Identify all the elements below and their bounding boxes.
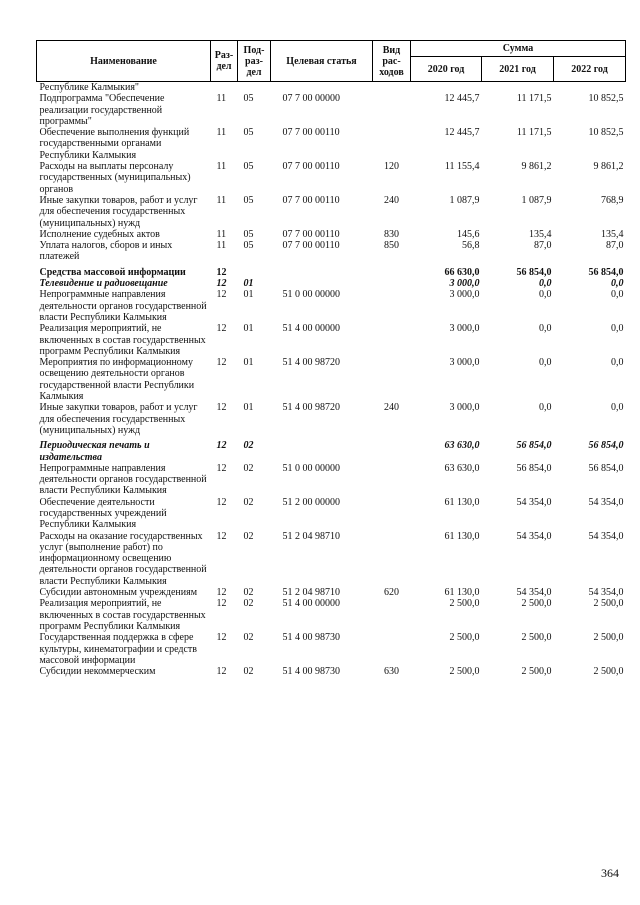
cell-podrazdel: 02 (243, 632, 254, 644)
cell-sum-2020: 63 630,0 (444, 440, 480, 452)
cell-sum-2020: 61 130,0 (444, 530, 480, 542)
cell-sum-2022: 56 854,0 (588, 462, 624, 474)
cell-name: Подпрограмма "Обеспечение реализации государственной программы" (39, 93, 165, 127)
cell-vid-rashodov (373, 357, 411, 402)
cell-vid-rashodov: 630 (384, 666, 399, 678)
table-row (37, 598, 626, 632)
cell-sum-2022: 2 500,0 (593, 666, 624, 678)
cell-sum-2020: 61 130,0 (444, 496, 480, 508)
cell-sum-2022: 2 500,0 (593, 632, 624, 644)
header-summa: Сумма (411, 41, 626, 57)
cell-vid-rashodov: 830 (384, 228, 399, 240)
cell-razdel (211, 82, 238, 94)
cell-razdel: 12 (216, 357, 227, 369)
cell-razdel: 12 (216, 496, 227, 508)
cell-name: Мероприятия по информационному освещению деятельности органов государственной власти Республики Калмыкия (39, 357, 195, 403)
cell-podrazdel: 02 (243, 587, 254, 599)
table-header (37, 41, 626, 82)
cell-sum-2022: 9 861,2 (593, 161, 624, 173)
cell-name: Периодическая печать и издательства (39, 440, 150, 463)
table-row (37, 323, 626, 357)
cell-sum-2021: 54 354,0 (516, 587, 552, 599)
table-row (37, 278, 626, 289)
cell-sum-2021: 135,4 (529, 228, 552, 240)
cell-sum-2020: 2 500,0 (449, 632, 480, 644)
cell-razdel: 12 (216, 440, 227, 452)
header-podrazdel: Под-раз-дел (238, 41, 271, 82)
cell-sum-2022: 0,0 (611, 289, 624, 301)
table-row (37, 531, 626, 587)
cell-sum-2020: 3 000,0 (449, 278, 480, 290)
cell-name: Непрограммные направления деятельности органов государственной власти Республики Калмыкия (39, 462, 207, 497)
cell-vid-rashodov (373, 93, 411, 127)
cell-vid-rashodov (373, 263, 411, 278)
cell-razdel: 12 (216, 462, 227, 474)
cell-razdel: 12 (216, 289, 227, 301)
cell-sum-2020: 11 155,4 (444, 161, 480, 173)
cell-sum-2021: 0,0 (539, 289, 552, 301)
cell-name: Субсидии некоммерческим (39, 666, 156, 678)
cell-sum-2022: 0,0 (611, 323, 624, 335)
header-vid-rashodov: Вид рас-ходов (373, 41, 411, 82)
cell-sum-2020: 56,8 (462, 240, 480, 252)
table-row (37, 402, 626, 436)
header-year-2021: 2021 год (482, 57, 554, 82)
cell-name: Телевидение и радиовещание (39, 278, 168, 290)
cell-celevaya-statya: 51 4 00 98730 (282, 666, 340, 678)
cell-podrazdel: 02 (243, 440, 254, 452)
cell-razdel: 12 (216, 402, 227, 414)
cell-celevaya-statya: 51 2 04 98710 (282, 530, 340, 542)
cell-sum-2021: 0,0 (539, 402, 552, 414)
table-row (37, 229, 626, 240)
table-row (37, 93, 626, 127)
cell-vid-rashodov (373, 323, 411, 357)
cell-razdel: 12 (216, 266, 227, 278)
cell-sum-2022: 768,9 (601, 194, 624, 206)
table-row (37, 289, 626, 323)
cell-podrazdel: 01 (243, 289, 254, 301)
cell-podrazdel: 05 (243, 240, 254, 252)
cell-podrazdel: 05 (243, 161, 254, 173)
header-razdel: Раз-дел (211, 41, 238, 82)
cell-sum-2020: 66 630,0 (444, 266, 480, 278)
cell-celevaya-statya: 51 2 04 98710 (282, 587, 340, 599)
cell-sum-2022: 135,4 (601, 228, 624, 240)
cell-sum-2021: 1 087,9 (521, 194, 552, 206)
cell-razdel: 12 (216, 666, 227, 678)
cell-name: Государственная поддержка в сфере культуры, кинематографии и средств массовой информации (39, 632, 198, 666)
cell-razdel: 12 (216, 587, 227, 599)
cell-sum-2022: 56 854,0 (588, 440, 624, 452)
cell-celevaya-statya: 07 7 00 00110 (282, 228, 340, 240)
cell-vid-rashodov: 240 (384, 402, 399, 414)
cell-podrazdel: 01 (243, 278, 254, 290)
cell-vid-rashodov: 620 (384, 587, 399, 599)
cell-sum-2020: 3 000,0 (449, 357, 480, 369)
cell-sum-2020: 145,6 (457, 228, 480, 240)
cell-razdel: 12 (216, 598, 227, 610)
header-celevaya-statya: Целевая статья (271, 41, 373, 82)
cell-vid-rashodov: 120 (384, 161, 399, 173)
cell-sum-2020: 2 500,0 (449, 598, 480, 610)
cell-sum-2020 (411, 82, 482, 94)
cell-sum-2021: 56 854,0 (516, 266, 552, 278)
cell-sum-2020: 3 000,0 (449, 323, 480, 335)
cell-sum-2022: 0,0 (611, 402, 624, 414)
table-body (37, 82, 626, 678)
cell-sum-2022: 2 500,0 (593, 598, 624, 610)
cell-sum-2021: 0,0 (539, 323, 552, 335)
cell-vid-rashodov (373, 463, 411, 497)
header-name: Наименование (37, 41, 211, 82)
cell-celevaya-statya: 07 7 00 00110 (282, 161, 340, 173)
table-row (37, 263, 626, 278)
cell-sum-2020: 61 130,0 (444, 587, 480, 599)
cell-sum-2021: 56 854,0 (516, 462, 552, 474)
cell-name: Расходы на выплаты персоналу государственных (муниципальных) органов (39, 161, 191, 195)
cell-sum-2022: 0,0 (611, 278, 624, 290)
cell-celevaya-statya: 07 7 00 00110 (282, 194, 340, 206)
cell-sum-2021: 11 171,5 (516, 93, 552, 105)
cell-sum-2021: 54 354,0 (516, 496, 552, 508)
cell-vid-rashodov (373, 82, 411, 94)
cell-sum-2022: 54 354,0 (588, 496, 624, 508)
table-row (37, 195, 626, 229)
cell-vid-rashodov (373, 278, 411, 289)
cell-razdel: 12 (216, 278, 227, 290)
cell-sum-2020: 63 630,0 (444, 462, 480, 474)
cell-vid-rashodov (373, 497, 411, 531)
cell-celevaya-statya (271, 82, 373, 94)
cell-sum-2020: 3 000,0 (449, 289, 480, 301)
cell-razdel: 11 (216, 161, 227, 173)
cell-sum-2021: 56 854,0 (516, 440, 552, 452)
table-row (37, 127, 626, 161)
cell-name: Обеспечение деятельности государственных учреждений Республики Калмыкия (39, 496, 167, 531)
cell-sum-2020: 1 087,9 (449, 194, 480, 206)
cell-celevaya-statya: 51 4 00 98720 (282, 402, 340, 414)
cell-razdel: 12 (216, 530, 227, 542)
cell-podrazdel: 05 (243, 127, 254, 139)
cell-razdel: 11 (216, 127, 227, 139)
cell-sum-2021: 2 500,0 (521, 598, 552, 610)
cell-sum-2022 (554, 82, 626, 94)
cell-sum-2022: 10 852,5 (588, 93, 624, 105)
cell-razdel: 11 (216, 93, 227, 105)
cell-podrazdel: 01 (243, 323, 254, 335)
cell-razdel: 12 (216, 323, 227, 335)
cell-sum-2020: 3 000,0 (449, 402, 480, 414)
cell-celevaya-statya: 51 4 00 98720 (282, 357, 340, 369)
cell-name: Обеспечение выполнения функций государственными органами Республики Калмыкия (39, 127, 190, 161)
cell-name: Республике Калмыкия" (39, 82, 139, 93)
table-row (37, 240, 626, 263)
table-row (37, 666, 626, 677)
cell-celevaya-statya: 51 4 00 00000 (282, 598, 340, 610)
cell-celevaya-statya: 51 0 00 00000 (282, 462, 340, 474)
cell-name: Расходы на оказание государственных услуг (выполнение работ) по информационному освещению деятельности органов государственной власти Республики Калмыкия (39, 530, 207, 587)
table-row (37, 82, 626, 94)
cell-podrazdel: 02 (243, 530, 254, 542)
cell-celevaya-statya: 51 4 00 00000 (282, 323, 340, 335)
cell-podrazdel: 01 (243, 357, 254, 369)
cell-vid-rashodov (373, 598, 411, 632)
table-row (37, 436, 626, 463)
cell-vid-rashodov: 850 (384, 240, 399, 252)
cell-name: Иные закупки товаров, работ и услуг для обеспечения государственных (муниципальных) нужд (39, 194, 198, 229)
cell-celevaya-statya: 07 7 00 00000 (282, 93, 340, 105)
cell-podrazdel: 05 (243, 228, 254, 240)
cell-celevaya-statya: 51 0 00 00000 (282, 289, 340, 301)
cell-celevaya-statya: 07 7 00 00110 (282, 240, 340, 252)
table-row (37, 497, 626, 531)
cell-name: Уплата налогов, сборов и иных платежей (39, 240, 173, 263)
cell-sum-2021: 54 354,0 (516, 530, 552, 542)
cell-podrazdel (238, 263, 271, 278)
cell-sum-2022: 56 854,0 (588, 266, 624, 278)
cell-podrazdel: 05 (243, 194, 254, 206)
cell-celevaya-statya (271, 263, 373, 278)
cell-sum-2022: 10 852,5 (588, 127, 624, 139)
page-number: 364 (601, 866, 619, 880)
cell-name: Исполнение судебных актов (39, 228, 160, 240)
cell-podrazdel: 02 (243, 462, 254, 474)
cell-razdel: 11 (216, 228, 227, 240)
cell-razdel: 11 (216, 240, 227, 252)
cell-podrazdel: 02 (243, 598, 254, 610)
cell-sum-2021: 87,0 (534, 240, 552, 252)
cell-sum-2020: 12 445,7 (444, 127, 480, 139)
cell-vid-rashodov (373, 289, 411, 323)
cell-name: Иные закупки товаров, работ и услуг для обеспечения государственных (муниципальных) нужд (39, 402, 198, 436)
cell-sum-2022: 87,0 (606, 240, 624, 252)
table-row (37, 357, 626, 402)
cell-razdel: 12 (216, 632, 227, 644)
cell-celevaya-statya: 51 2 00 00000 (282, 496, 340, 508)
cell-celevaya-statya (271, 436, 373, 463)
cell-name: Средства массовой информации (39, 266, 186, 278)
budget-table (36, 40, 626, 677)
cell-sum-2021: 9 861,2 (521, 161, 552, 173)
cell-sum-2020: 12 445,7 (444, 93, 480, 105)
cell-celevaya-statya (271, 278, 373, 289)
cell-vid-rashodov (373, 127, 411, 161)
cell-sum-2021: 2 500,0 (521, 666, 552, 678)
cell-name: Непрограммные направления деятельности органов государственной власти Республики Калмыкия (39, 289, 207, 323)
cell-podrazdel: 02 (243, 666, 254, 678)
cell-vid-rashodov (373, 531, 411, 587)
cell-podrazdel (238, 82, 271, 94)
cell-vid-rashodov: 240 (384, 194, 399, 206)
cell-celevaya-statya: 07 7 00 00110 (282, 127, 340, 139)
cell-celevaya-statya: 51 4 00 98730 (282, 632, 340, 644)
table-row (37, 161, 626, 195)
cell-sum-2021: 0,0 (539, 357, 552, 369)
header-year-2022: 2022 год (554, 57, 626, 82)
cell-podrazdel: 05 (243, 93, 254, 105)
cell-sum-2022: 54 354,0 (588, 587, 624, 599)
cell-name: Субсидии автономным учреждениям (39, 587, 198, 599)
cell-razdel: 11 (216, 194, 227, 206)
cell-sum-2020: 2 500,0 (449, 666, 480, 678)
header-year-2020: 2020 год (411, 57, 482, 82)
cell-podrazdel: 02 (243, 496, 254, 508)
cell-name: Реализация мероприятий, не включенных в состав государственных программ Республики Калмыкия (39, 323, 206, 357)
cell-sum-2021: 11 171,5 (516, 127, 552, 139)
cell-name: Реализация мероприятий, не включенных в состав государственных программ Республики Калмыкия (39, 598, 206, 632)
cell-vid-rashodov (373, 436, 411, 463)
cell-sum-2022: 0,0 (611, 357, 624, 369)
table-row (37, 632, 626, 666)
cell-vid-rashodov (373, 632, 411, 666)
cell-podrazdel: 01 (243, 402, 254, 414)
table-row (37, 587, 626, 598)
cell-sum-2022: 54 354,0 (588, 530, 624, 542)
cell-sum-2021: 0,0 (539, 278, 552, 290)
cell-sum-2021 (482, 82, 554, 94)
cell-sum-2021: 2 500,0 (521, 632, 552, 644)
table-row (37, 463, 626, 497)
